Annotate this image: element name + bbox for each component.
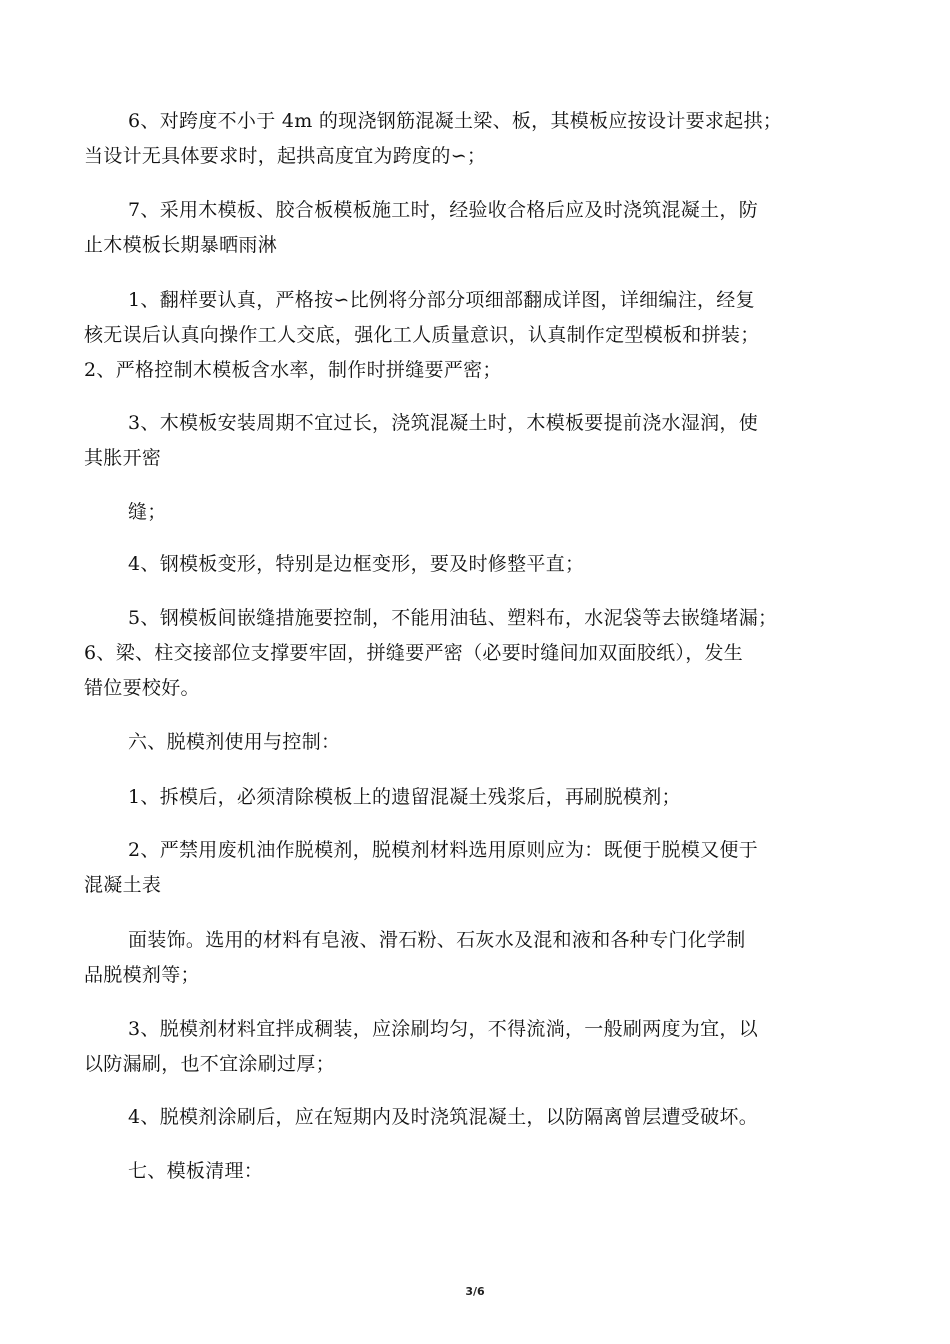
- paragraph-item-3: [84, 406, 868, 476]
- paragraph-line: 3、脱模剂材料宜拌成稠装，应涂刷均匀，不得流淌，一般刷两度为宜，以: [128, 1018, 758, 1040]
- paragraph-item-4: [84, 547, 868, 582]
- paragraph-line: 止木模板长期暴晒雨淋: [84, 234, 278, 256]
- paragraph-line: 4、钢模板变形，特别是边框变形，要及时修整平直；: [128, 553, 585, 575]
- paragraph-line: 七、模板清理：: [128, 1160, 264, 1182]
- paragraph-line: 1、翻样要认真，严格按∽比例将分部分项细部翻成详图，详细编注，经复: [128, 289, 755, 311]
- paragraph-line: 2、严禁用废机油作脱模剂，脱模剂材料选用原则应为：既便于脱模又便于: [128, 839, 758, 861]
- paragraph-line: 1、拆模后，必须清除模板上的遗留混凝土残浆后，再刷脱模剂；: [128, 786, 681, 808]
- paragraph-line: 其胀开密: [84, 447, 162, 469]
- paragraph-line: 混凝土表: [84, 874, 162, 896]
- paragraph-line: 7、采用木模板、胶合板模板施工时，经验收合格后应及时浇筑混凝土，防: [128, 199, 758, 221]
- paragraph-line: 六、脱模剂使用与控制：: [128, 731, 341, 753]
- paragraph-line: 3、木模板安装周期不宜过长，浇筑混凝土时，木模板要提前浇水湿润，使: [128, 412, 758, 434]
- paragraph-line: 核无误后认真向操作工人交底，强化工人质量意识，认真制作定型模板和拼装；: [84, 324, 760, 346]
- paragraph-item-2: [84, 833, 868, 903]
- paragraph-line: 面装饰。选用的材料有皂液、滑石粉、石灰水及混和液和各种专门化学制: [128, 929, 746, 951]
- section-heading-6: [84, 725, 868, 760]
- paragraph-item-7: [84, 193, 868, 263]
- paragraph-line: 6、对跨度不小于 4m 的现浇钢筋混凝土梁、板，其模板应按设计要求起拱；: [128, 110, 783, 132]
- paragraph-line: 5、钢模板间嵌缝措施要控制，不能用油毡、塑料布，水泥袋等去嵌缝堵漏；: [128, 607, 778, 629]
- paragraph-item-5-6: [84, 601, 868, 706]
- paragraph-item-3: [84, 1012, 868, 1082]
- paragraph-item-1-2: [84, 283, 868, 388]
- paragraph-line: 品脱模剂等；: [84, 964, 200, 986]
- paragraph-line: 2、严格控制木模板含水率，制作时拼缝要严密；: [84, 359, 502, 381]
- paragraph-line: 当设计无具体要求时，起拱高度宜为跨度的∽；: [84, 145, 487, 167]
- paragraph-item-6: [84, 104, 868, 174]
- paragraph-item-4: [84, 1100, 868, 1135]
- section-heading-7: [84, 1154, 868, 1189]
- paragraph-item-1: [84, 780, 868, 815]
- paragraph-line: 4、脱模剂涂刷后，应在短期内及时浇筑混凝土，以防隔离曾层遭受破坏。: [128, 1106, 758, 1128]
- paragraph-line: 6、梁、柱交接部位支撑要牢固，拼缝要严密（必要时缝间加双面胶纸），发生: [84, 642, 744, 664]
- paragraph-line: 以防漏刷，也不宜涂刷过厚；: [84, 1053, 335, 1075]
- page-number: 3/6: [465, 1285, 485, 1298]
- paragraph-line: 缝；: [128, 501, 167, 523]
- paragraph-continuation: [84, 923, 868, 993]
- paragraph-continuation: [84, 495, 868, 530]
- paragraph-line: 错位要校好。: [84, 677, 200, 699]
